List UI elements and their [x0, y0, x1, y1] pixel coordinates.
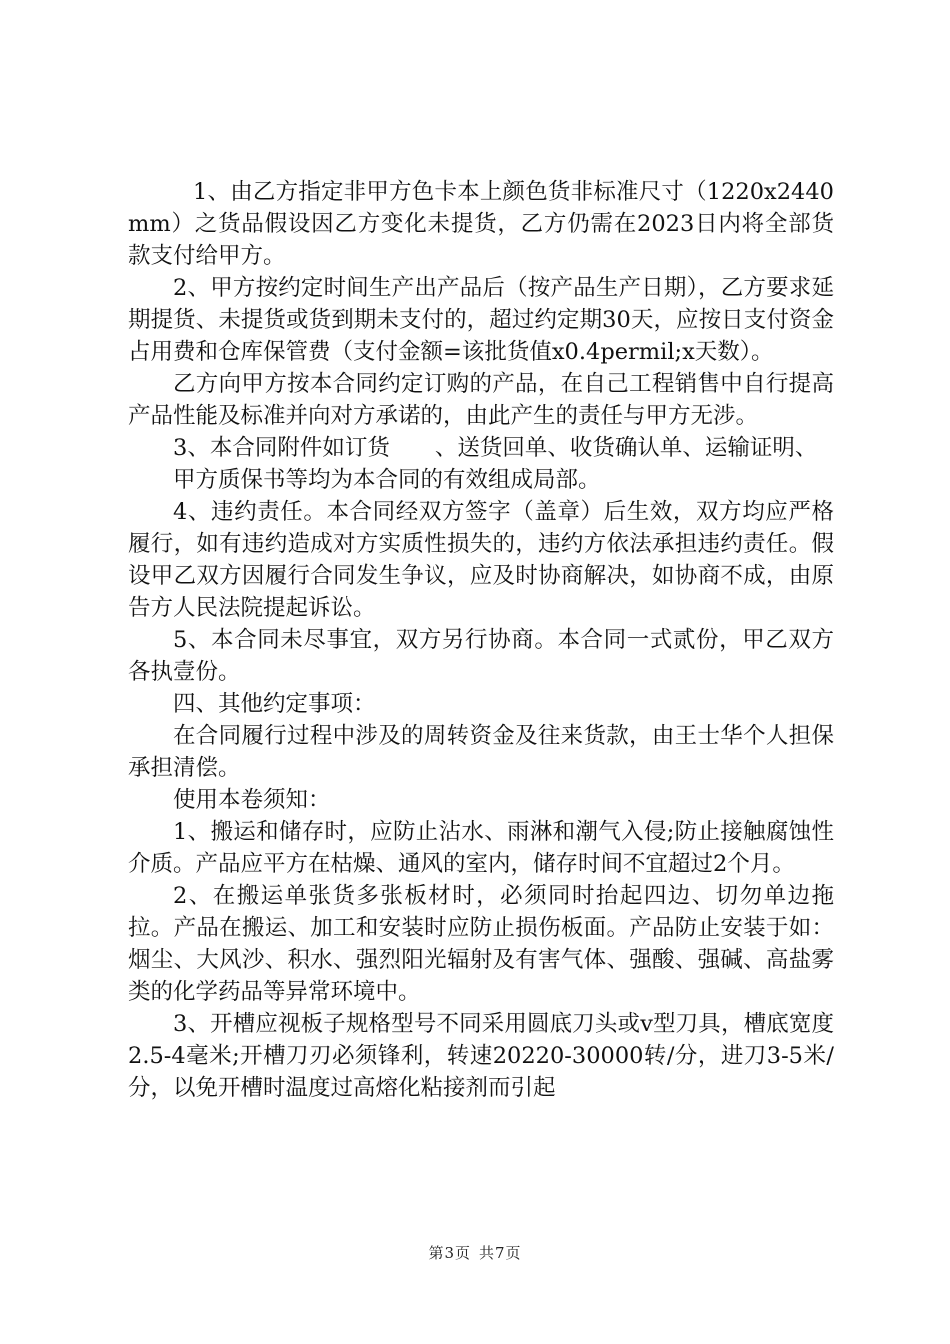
paragraph-item-2-delay-fees: 2、甲方按约定时间生产出产品后（按产品生产日期），乙方要求延期提货、未提货或货到期未支付的，超过约定期30天，应按日支付资金占用费和仓库保管费（支付金额=该批货值x0.4permil;x天数）。 [128, 275, 834, 365]
page-total: 共7页 [479, 1244, 522, 1262]
section-heading-usage-notes: 使用本卷须知： [173, 787, 331, 813]
paragraph-item-1-unsold-goods: 1、由乙方指定非甲方色卡本上颜色货非标准尺寸（1220x2440mm）之货品假设因乙方变化未提货，乙方仍需在2023日内将全部货款支付给甲方。 [128, 179, 834, 269]
paragraph-note-3-grooving: 3、开槽应视板子规格型号不同采用圆底刀头或v型刀具，槽底宽度2.5-4毫米;开槽刀刃必须锋利，转速20220-30000转/分，进刀3-5米/分，以免开槽时温度过高熔化粘接剂而引起 [128, 1011, 834, 1101]
paragraph-note-1-storage: 1、搬运和储存时，应防止沾水、雨淋和潮气入侵;防止接触腐蚀性介质。产品应平方在枯燥、通风的室内，储存时间不宜超过2个月。 [128, 819, 834, 877]
paragraph-item-4-liability: 4、违约责任。本合同经双方签字（盖章）后生效，双方均应严格履行，如有违约造成对方实质性损失的，违约方依法承担违约责任。假设甲乙双方因履行合同发生争议，应及时协商解决，如协商不成，由原告方人民法院提起诉讼。 [128, 499, 834, 621]
paragraph-warranty-documents: 甲方质保书等均为本合同的有效组成局部。 [173, 467, 601, 493]
page-footer [0, 1243, 950, 1263]
paragraph-buyer-commitment: 乙方向甲方按本合同约定订购的产品，在自己工程销售中自行提高产品性能及标准并向对方承诺的，由此产生的责任与甲方无涉。 [128, 371, 834, 429]
paragraph-item-5-other-matters: 5、本合同未尽事宜，双方另行协商。本合同一式贰份，甲乙双方各执壹份。 [128, 627, 834, 685]
page-number: 第3页 [428, 1244, 471, 1262]
document-body [128, 176, 834, 1104]
paragraph-item-3-attachments: 3、本合同附件如订货 、送货回单、收货确认单、运输证明、 [173, 435, 818, 461]
paragraph-note-2-handling: 2、在搬运单张货多张板材时，必须同时抬起四边、切勿单边拖拉。产品在搬运、加工和安装时应防止损伤板面。产品防止安装于如：烟尘、大风沙、积水、强烈阳光辐射及有害气体、强酸、强碱、高盐雾类的化学药品等异常环境中。 [128, 883, 834, 1005]
section-heading-other-agreements: 四、其他约定事项： [173, 691, 376, 717]
paragraph-guarantee: 在合同履行过程中涉及的周转资金及往来货款，由王士华个人担保承担清偿。 [128, 723, 834, 781]
